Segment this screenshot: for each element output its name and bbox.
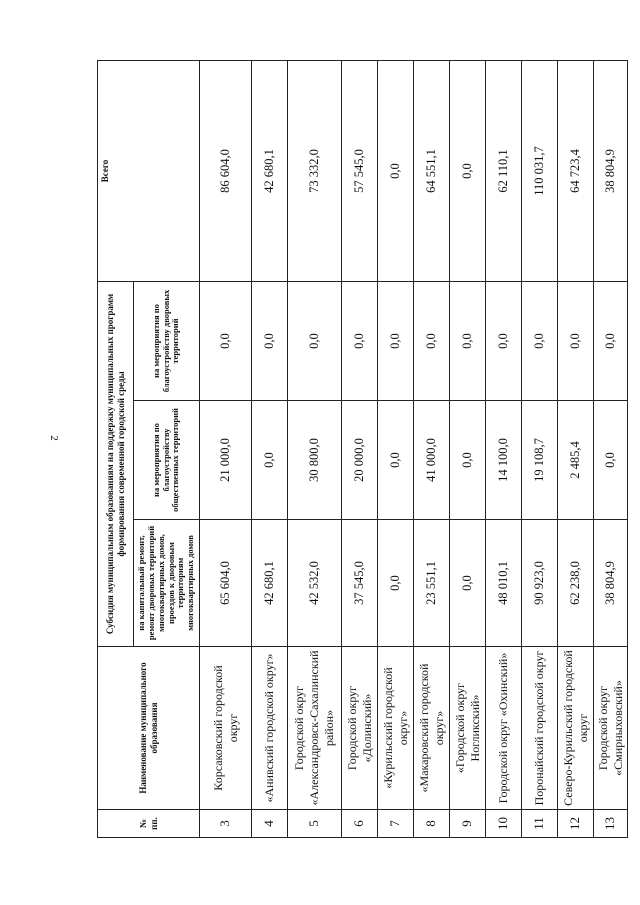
row-number: 10 — [486, 810, 522, 838]
header-municipality: Наименование муниципального образования — [98, 647, 200, 810]
row-total: 0,0 — [450, 61, 486, 282]
row-municipality: Северо-Курильский городской округ — [558, 647, 594, 810]
table-row — [342, 61, 378, 838]
row-number: 6 — [342, 810, 378, 838]
row-yard-territories: 0,0 — [594, 282, 628, 401]
row-public-territories: 0,0 — [594, 401, 628, 520]
table-row — [378, 61, 414, 838]
row-public-territories: 0,0 — [450, 401, 486, 520]
row-yard-territories: 0,0 — [450, 282, 486, 401]
table-row — [594, 61, 628, 838]
row-number: 8 — [414, 810, 450, 838]
row-total: 64 723,4 — [558, 61, 594, 282]
row-capital-repair: 42 680,1 — [252, 520, 288, 647]
row-public-territories: 41 000,0 — [414, 401, 450, 520]
row-public-territories: 21 000,0 — [200, 401, 252, 520]
row-yard-territories: 0,0 — [378, 282, 414, 401]
table-row — [450, 61, 486, 838]
row-capital-repair: 90 923,0 — [522, 520, 558, 647]
header-capital-repair: на капитальный ремонт, ремонт дворовых территорий многоквартирных домов, проездов к дворовым территориям многоквартирных домов — [134, 520, 200, 647]
row-yard-territories: 0,0 — [522, 282, 558, 401]
row-number: 7 — [378, 810, 414, 838]
table-row — [252, 61, 288, 838]
row-public-territories: 2 485,4 — [558, 401, 594, 520]
row-number: 12 — [558, 810, 594, 838]
row-capital-repair: 42 532,0 — [288, 520, 342, 647]
row-yard-territories: 0,0 — [414, 282, 450, 401]
header-total: Всего — [98, 61, 200, 282]
row-yard-territories: 0,0 — [486, 282, 522, 401]
row-municipality: Городской округ «Долинский» — [342, 647, 378, 810]
row-capital-repair: 0,0 — [450, 520, 486, 647]
row-total: 110 031,7 — [522, 61, 558, 282]
header-subsidy-group: Субсидия муниципальным образованиям на поддержку муниципальных программ формирования современной городской среды — [98, 282, 134, 647]
row-municipality: Городской округ «Охинский» — [486, 647, 522, 810]
row-capital-repair: 23 551,1 — [414, 520, 450, 647]
row-total: 73 332,0 — [288, 61, 342, 282]
row-number: 11 — [522, 810, 558, 838]
page-number: 2 — [48, 435, 60, 441]
table-row — [414, 61, 450, 838]
row-number: 9 — [450, 810, 486, 838]
row-yard-territories: 0,0 — [200, 282, 252, 401]
row-yard-territories: 0,0 — [288, 282, 342, 401]
row-public-territories: 30 800,0 — [288, 401, 342, 520]
subsidy-table — [97, 60, 628, 838]
row-municipality: Поронайский городской округ — [522, 647, 558, 810]
row-municipality: «Макаровский городской округ» — [414, 647, 450, 810]
row-yard-territories: 0,0 — [558, 282, 594, 401]
row-number: 5 — [288, 810, 342, 838]
row-total: 86 604,0 — [200, 61, 252, 282]
row-capital-repair: 65 604,0 — [200, 520, 252, 647]
header-number: № пп. — [98, 810, 200, 838]
row-yard-territories: 0,0 — [342, 282, 378, 401]
row-municipality: Городской округ «Александровск-Сахалинский район» — [288, 647, 342, 810]
row-total: 0,0 — [378, 61, 414, 282]
row-public-territories: 0,0 — [378, 401, 414, 520]
row-total: 38 804,9 — [594, 61, 628, 282]
subsidy-table-container — [97, 61, 625, 838]
table-row — [200, 61, 252, 838]
row-number: 4 — [252, 810, 288, 838]
table-row — [288, 61, 342, 838]
row-total: 64 551,1 — [414, 61, 450, 282]
row-public-territories: 19 108,7 — [522, 401, 558, 520]
row-public-territories: 14 100,0 — [486, 401, 522, 520]
row-total: 57 545,0 — [342, 61, 378, 282]
row-municipality: «Анивский городской округ» — [252, 647, 288, 810]
header-yard-territories: на мероприятия по благоустройству дворовых территорий — [134, 282, 200, 401]
header-public-territories: на мероприятия по благоустройству общественных территорий — [134, 401, 200, 520]
table-row — [522, 61, 558, 838]
row-municipality: «Городской округ Ногликский» — [450, 647, 486, 810]
row-capital-repair: 38 804,9 — [594, 520, 628, 647]
row-municipality: «Курильский городской округ» — [378, 647, 414, 810]
row-public-territories: 0,0 — [252, 401, 288, 520]
row-yard-territories: 0,0 — [252, 282, 288, 401]
row-total: 62 110,1 — [486, 61, 522, 282]
table-row — [486, 61, 522, 838]
row-municipality: Корсаковский городской округ — [200, 647, 252, 810]
row-capital-repair: 48 010,1 — [486, 520, 522, 647]
row-total: 42 680,1 — [252, 61, 288, 282]
row-capital-repair: 37 545,0 — [342, 520, 378, 647]
row-capital-repair: 0,0 — [378, 520, 414, 647]
table-row — [558, 61, 594, 838]
row-number: 3 — [200, 810, 252, 838]
row-number: 13 — [594, 810, 628, 838]
row-public-territories: 20 000,0 — [342, 401, 378, 520]
row-municipality: Городской округ «Смирныховский» — [594, 647, 628, 810]
row-capital-repair: 62 238,0 — [558, 520, 594, 647]
